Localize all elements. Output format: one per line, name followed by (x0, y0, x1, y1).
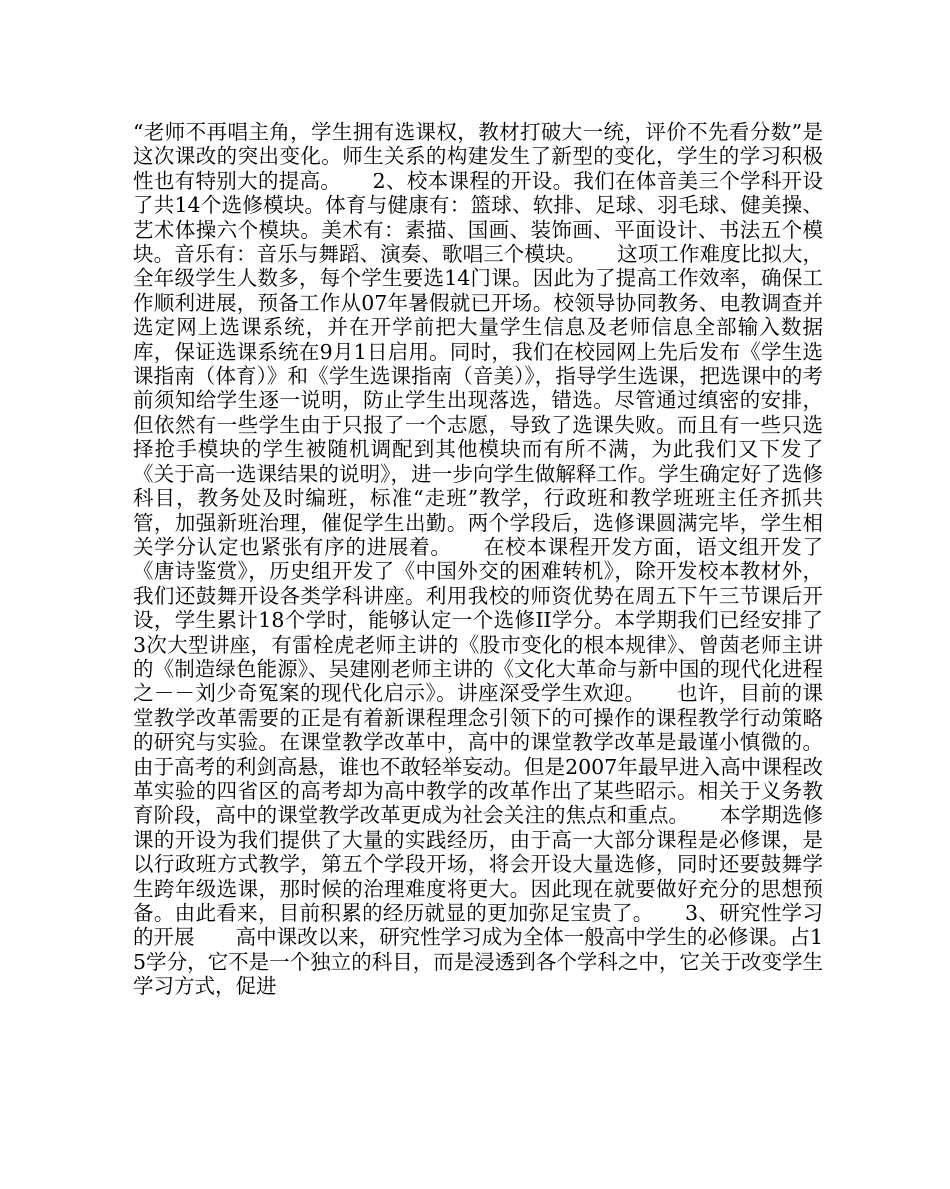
body-paragraph: “老师不再唱主角，学生拥有选课权，教材打破大一统，评价不先看分数”是这次课改的突出变化。师生关系的构建发生了新型的变化，学生的学习积极性也有特别大的提高。 2、校本课程的开设。我们在体音美三个学科开设了共14个选修模块。体育与健康有：篮球、软排、足球、羽毛球、健美操、艺术体操六个模块。美术有：素描、国画、装饰画、平面设计、书法五个模块。音乐有：音乐与舞蹈、演奏、歌唱三个模块。 这项工作难度比拟大，全年级学生人数多，每个学生要选14门课。因此为了提高工作效率，确保工作顺利进展，预备工作从07年暑假就已开场。校领导协同教务、电教调查并选定网上选课系统，并在开学前把大量学生信息及老师信息全部输入数据库，保证选课系统在9月1日启用。同时，我们在校园网上先后发布《学生选课指南（体育）》和《学生选课指南（音美）》，指导学生选课，把选课中的考前须知给学生逐一说明，防止学生出现落选，错选。尽管通过缜密的安排，但依然有一些学生由于只报了一个志愿，导致了选课失败。而且有一些只选择抢手模块的学生被随机调配到其他模块而有所不满，为此我们又下发了《关于高一选课结果的说明》，进一步向学生做解释工作。学生确定好了选修科目，教务处及时编班，标准“走班”教学，行政班和教学班班主任齐抓共管，加强新班治理，催促学生出勤。两个学段后，选修课圆满完毕，学生相关学分认定也紧张有序的进展着。 在校本课程开发方面，语文组开发了《唐诗鉴赏》，历史组开发了《中国外交的困难转机》，除开发校本教材外，我们还鼓舞开设各类学科讲座。利用我校的师资优势在周五下午三节课后开设，学生累计18个学时，能够认定一个选修II学分。本学期我们已经安排了3次大型讲座，有雷栓虎老师主讲的《股市变化的根本规律》、曾茵老师主讲的《制造绿色能源》、吴建刚老师主讲的《文化大革命与新中国的现代化进程之－－刘少奇冤案的现代化启示》。讲座深受学生欢迎。 也许，目前的课堂教学改革需要的正是有着新课程理念引领下的可操作的课程教学行动策略的研究与实验。在课堂教学改革中，高中的课堂教学改革是最谨小慎微的。由于高考的利剑高悬，谁也不敢轻举妄动。但是2007年最早进入高中课程改革实验的四省区的高考却为高中教学的改革作出了某些昭示。相关于义务教育阶段，高中的课堂教学改革更成为社会关注的焦点和重点。 本学期选修课的开设为我们提供了大量的实践经历，由于高一大部分课程是必修课，是以行政班方式教学，第五个学段开场，将会开设大量选修，同时还要鼓舞学生跨年级选课，那时候的治理难度将更大。因此现在就要做好充分的思想预备。由此看来，目前积累的经历就显的更加弥足宝贵了。 3、研究性学习的开展 高中课改以来，研究性学习成为全体一般高中学生的必修课。占15学分，它不是一个独立的科目，而是浸透到各个学科之中，它关于改变学生学习方式，促进 (133, 120, 823, 999)
document-page (133, 120, 823, 999)
